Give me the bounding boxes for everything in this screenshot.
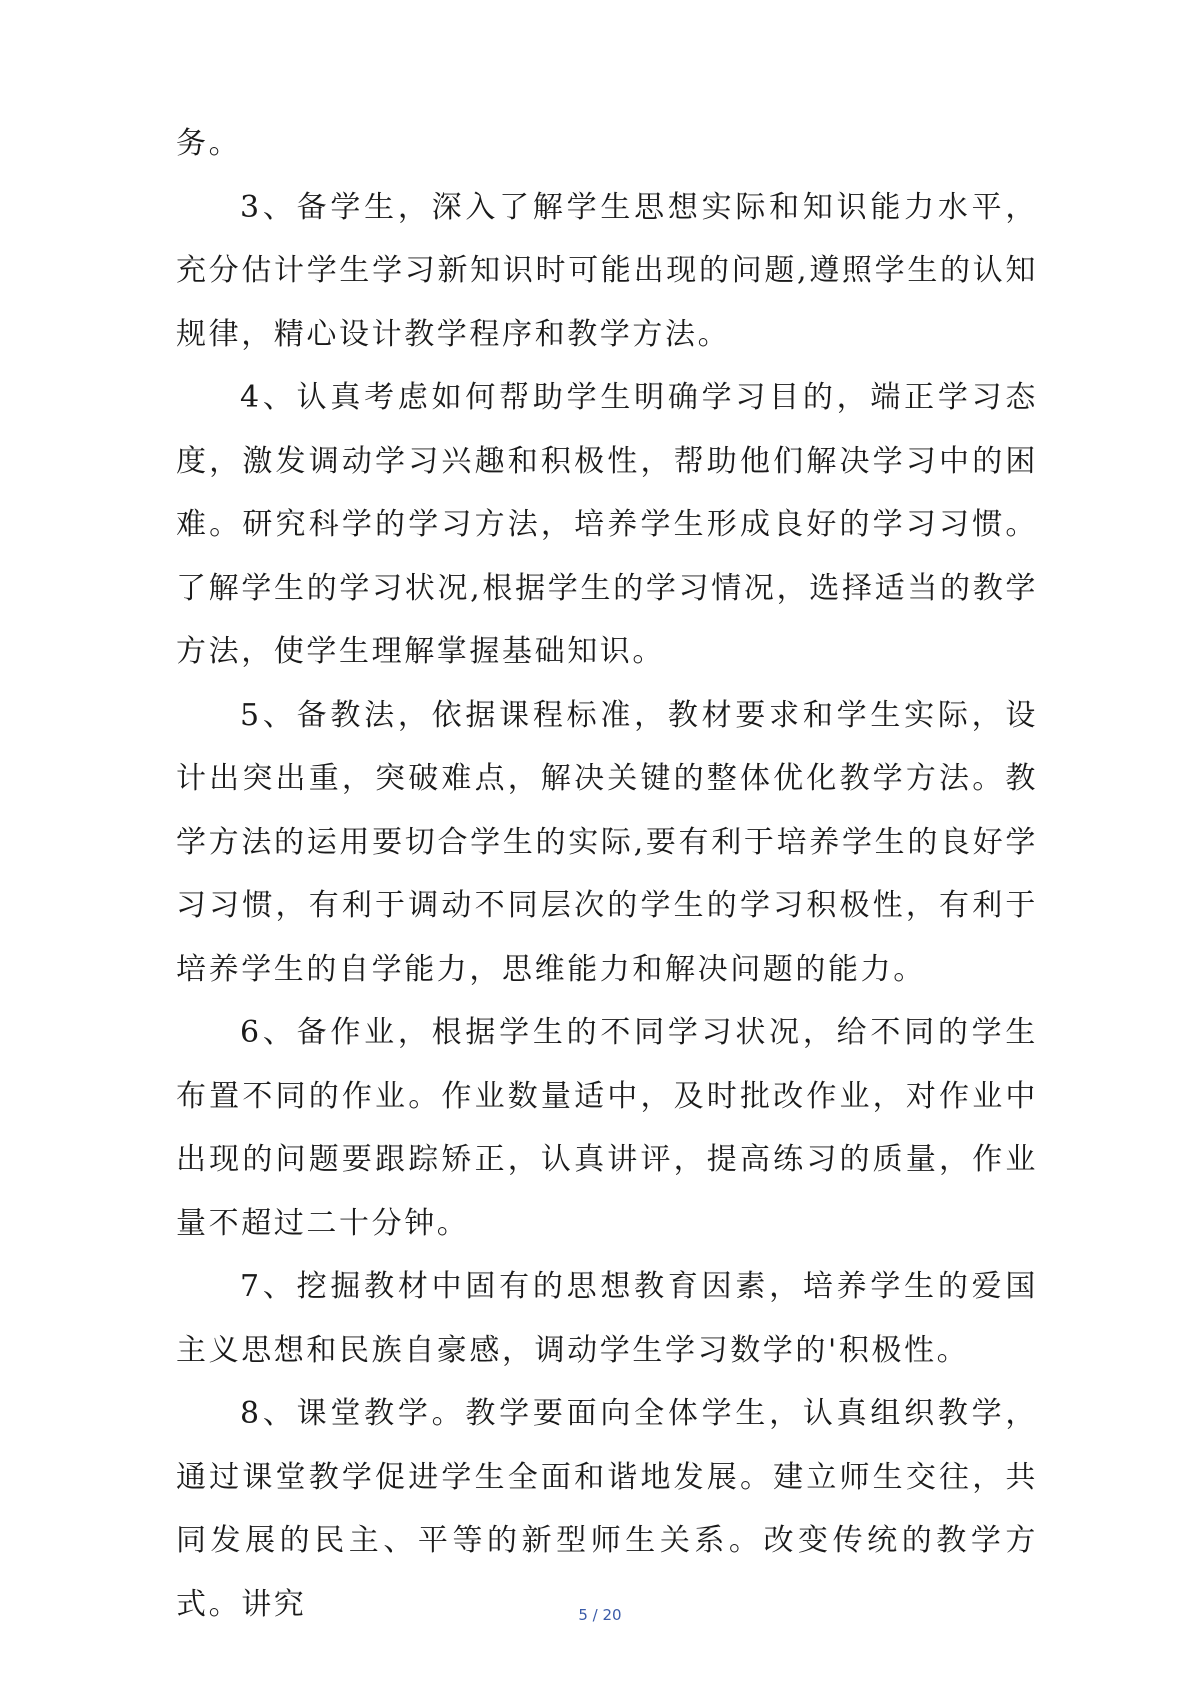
paragraph-item-5: 5、备教法，依据课程标准，教材要求和学生实际，设计出突出重，突破难点，解决关键的整体优化教学方法。教学方法的运用要切合学生的实际,要有利于培养学生的良好学习习惯，有利于调动不同层次的学生的学习积极性，有利于培养学生的自学能力，思维能力和解决问题的能力。 bbox=[176, 697, 1038, 987]
paragraph-item-7: 7、挖掘教材中固有的思想教育因素，培养学生的爱国主义思想和民族自豪感，调动学生学习数学的'积极性。 bbox=[176, 1269, 1038, 1368]
paragraph-item-3: 3、备学生，深入了解学生思想实际和知识能力水平，充分估计学生学习新知识时可能出现的问题,遵照学生的认知规律，精心设计教学程序和教学方法。 bbox=[176, 189, 1038, 352]
page-number: 5 / 20 bbox=[578, 1606, 622, 1624]
paragraph-item-6: 6、备作业，根据学生的不同学习状况，给不同的学生布置不同的作业。作业数量适中，及时批改作业，对作业中出现的问题要跟踪矫正，认真讲评，提高练习的质量，作业量不超过二十分钟。 bbox=[176, 1015, 1038, 1241]
paragraph-item-4: 4、认真考虑如何帮助学生明确学习目的，端正学习态度，激发调动学习兴趣和积极性，帮助他们解决学习中的困难。研究科学的学习方法，培养学生形成良好的学习习惯。了解学生的学习状况,根据学生的学习情况，选择适当的教学方法，使学生理解掌握基础知识。 bbox=[176, 380, 1038, 669]
document-body bbox=[176, 112, 1038, 1636]
paragraph-continuation: 务。 bbox=[176, 126, 242, 161]
paragraph-item-8: 8、课堂教学。教学要面向全体学生，认真组织教学，通过课堂教学促进学生全面和谐地发展。建立师生交往，共同发展的民主、平等的新型师生关系。改变传统的教学方式。讲究 bbox=[176, 1396, 1038, 1622]
